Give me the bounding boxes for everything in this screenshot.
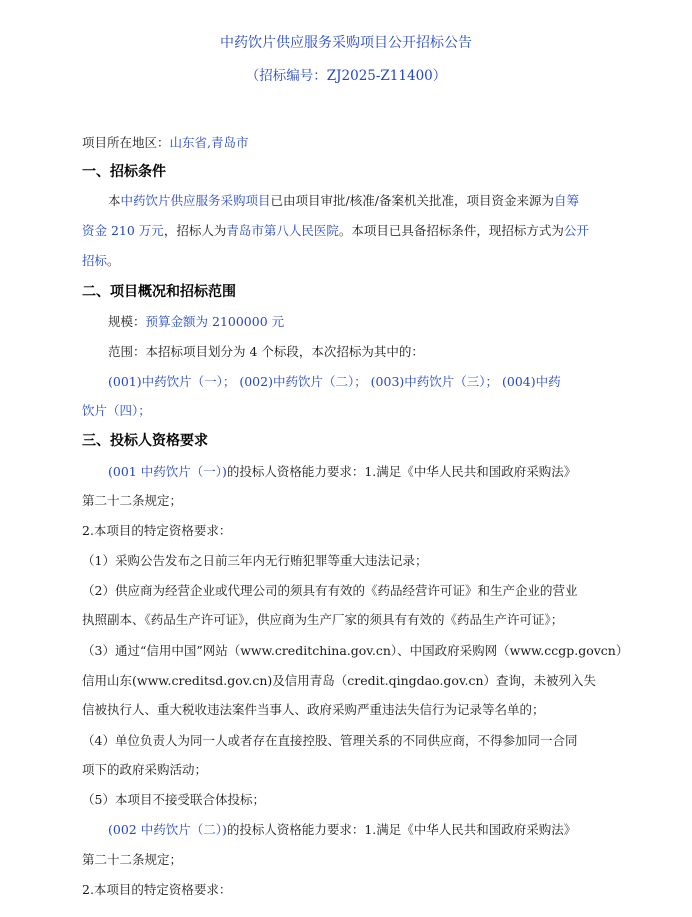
requirement-4-line2: 项下的政府采购活动； <box>82 762 208 777</box>
section-heading-1: 一、招标条件 <box>82 164 166 180</box>
lot1-name: (001 中药饮片（一）) <box>108 464 227 479</box>
tender-number: （招标编号：ZJ2025-Z11400） <box>245 68 447 84</box>
lots-line2: 饮片（四）； <box>82 403 151 418</box>
text: ，招标人为 <box>163 223 227 238</box>
requirement-3-line1: （3）通过“信用中国”网站（www.creditchina.gov.cn）、中国政府采购网（www.ccgp.govcn） <box>82 643 629 658</box>
lot2-name: (002 中药饮片（二）) <box>108 822 227 837</box>
requirement-4-line1: （4）单位负责人为同一人或者存在直接控股、管理关系的不同供应商，不得参加同一合同 <box>82 733 578 748</box>
scale-label: 规模： <box>108 314 146 329</box>
section1-paragraph-line3 <box>82 252 622 270</box>
tender-method: 公开 <box>563 223 589 238</box>
scope-line: 范围：本招标项目划分为 4 个标段，本次招标为其中的： <box>108 344 424 359</box>
fund-amount: 资金 210 万元 <box>82 223 164 238</box>
section1-paragraph-line1 <box>108 192 648 210</box>
lot2-intro-line2: 第二十二条规定； <box>82 852 183 867</box>
project-region <box>82 134 622 152</box>
requirement-2-line2: 执照副本、《药品生产许可证》，供应商为生产厂家的须具有有效的《药品生产许可证》； <box>82 612 564 627</box>
tenderer-name: 青岛市第八人民医院 <box>226 223 339 238</box>
text: 本 <box>108 193 121 208</box>
text: 的投标人资格能力要求：1.满足《中华人民共和国政府采购法》 <box>226 822 577 837</box>
text: 。本项目已具备招标条件，现招标方式为 <box>338 223 564 238</box>
text: 。 <box>107 253 120 268</box>
requirement-2-line1: （2）供应商为经营企业或代理公司的须具有有效的《药品经营许可证》和生产企业的营业 <box>82 583 578 598</box>
special-requirements: 2.本项目的特定资格要求： <box>82 523 232 538</box>
section-heading-3: 三、投标人资格要求 <box>82 433 208 449</box>
lot1-intro-line1 <box>108 463 648 481</box>
text: 已由项目审批/核准/备案机关批准，项目资金来源为 <box>270 193 554 208</box>
requirement-5: （5）本项目不接受联合体投标； <box>82 792 265 807</box>
requirement-3-line3: 信被执行人、重大税收违法案件当事人、政府采购严重违法失信行为记录等名单的； <box>82 702 545 717</box>
page-title: 中药饮片供应服务采购项目公开招标公告 <box>220 35 472 51</box>
section-heading-2: 二、项目概况和招标范围 <box>82 284 236 300</box>
fund-source: 自筹 <box>553 193 579 208</box>
scale-line <box>108 313 648 331</box>
scale-value: 预算金额为 2100000 元 <box>145 314 285 329</box>
section1-paragraph-line2 <box>82 222 622 240</box>
text: 的投标人资格能力要求：1.满足《中华人民共和国政府采购法》 <box>226 464 577 479</box>
requirement-3-line2: 信用山东(www.creditsd.gov.cn)及信用青岛（credit.qingdao.gov.cn）查询，未被列入失 <box>82 673 597 688</box>
lot1-intro-line2: 第二十二条规定； <box>82 493 183 508</box>
tender-method-cont: 招标 <box>82 253 108 268</box>
region-label: 项目所在地区： <box>82 135 170 150</box>
special-requirements-2: 2.本项目的特定资格要求： <box>82 882 232 897</box>
lot2-intro-line1 <box>108 821 648 839</box>
region-value: 山东省,青岛市 <box>169 135 249 150</box>
requirement-1: （1）采购公告发布之日前三年内无行贿犯罪等重大违法记录； <box>82 553 428 568</box>
lots-line1: (001)中药饮片（一）； (002)中药饮片（二）； (003)中药饮片（三）； (004)中药 <box>108 374 561 389</box>
project-name: 中药饮片供应服务采购项目 <box>120 193 271 208</box>
